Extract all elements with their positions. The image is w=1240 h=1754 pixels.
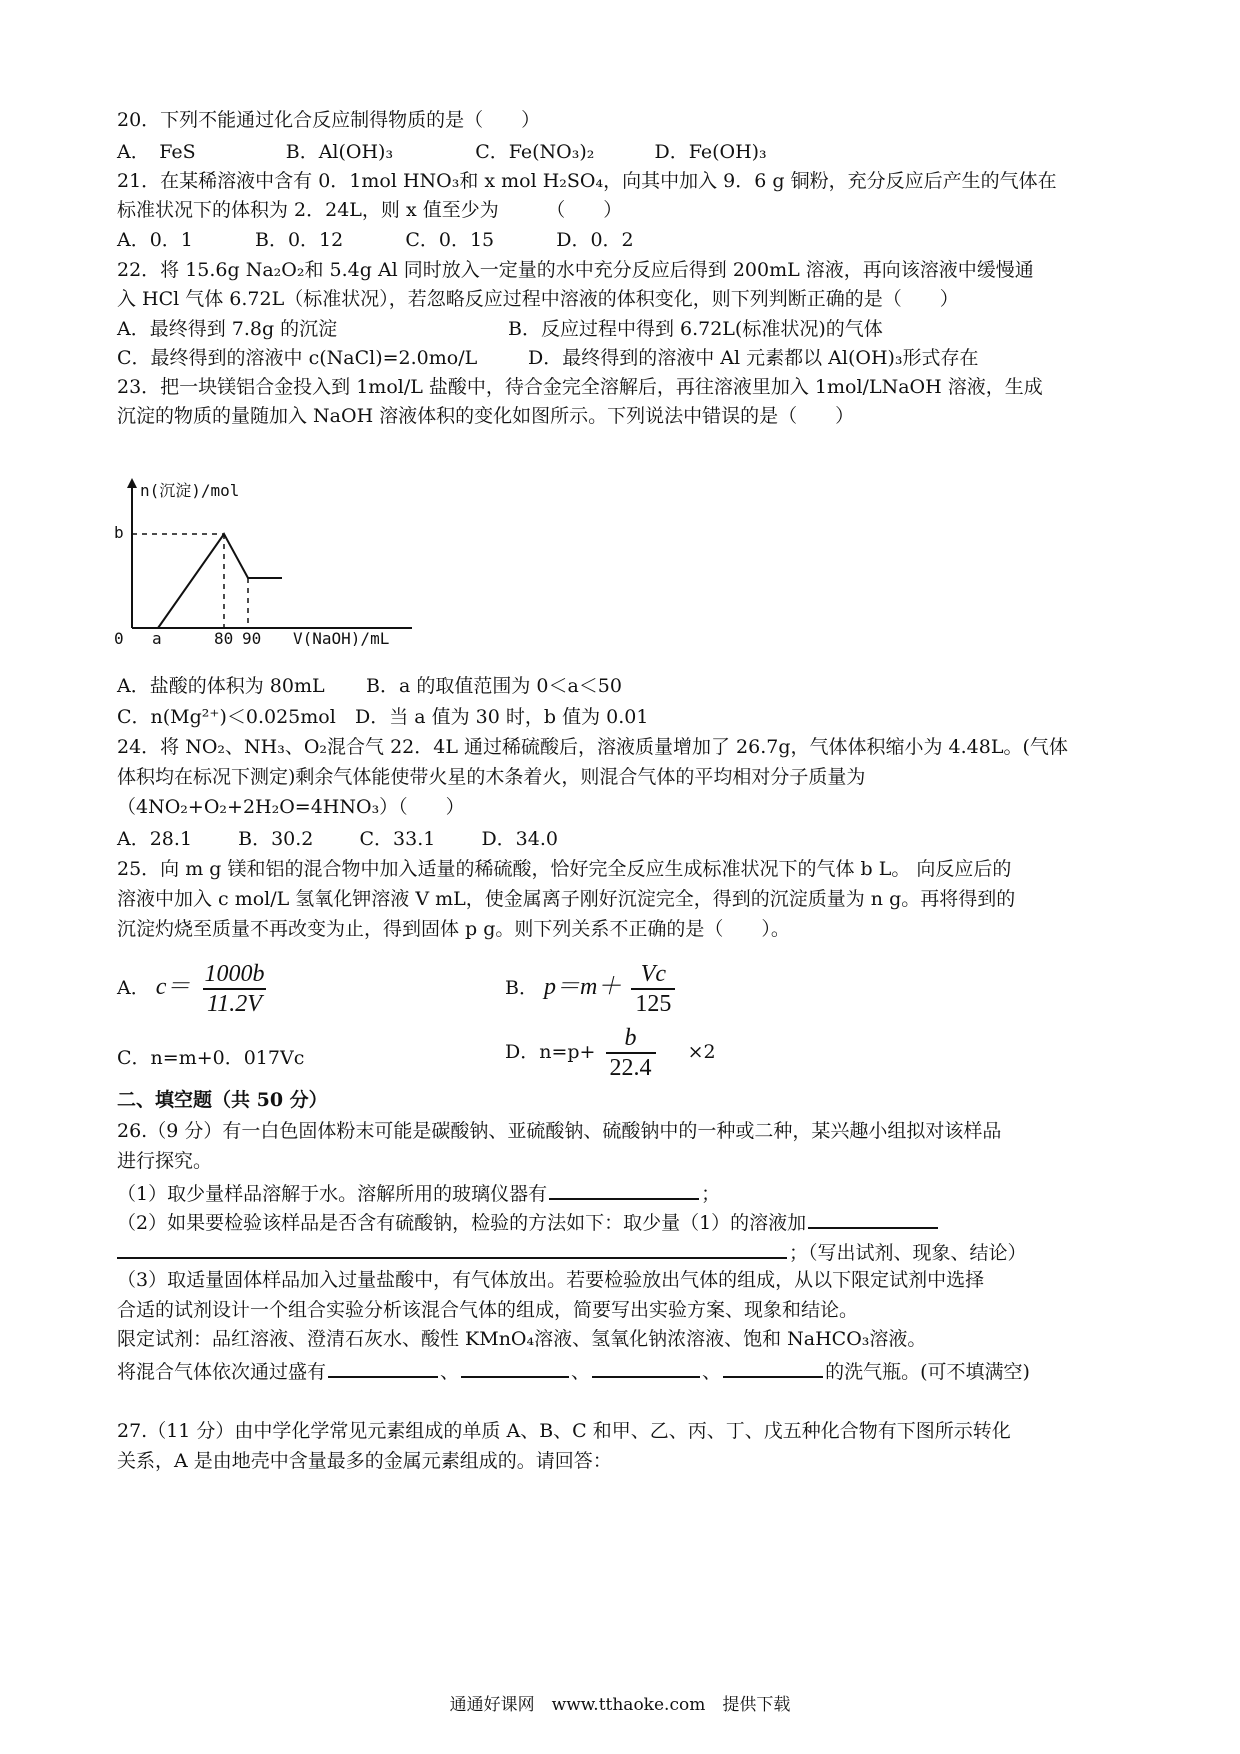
y-axis-label: n(沉淀)/mol bbox=[140, 481, 240, 500]
q24-line3: （4NO₂+O₂+2H₂O=4HNO₃）（ ） bbox=[117, 796, 465, 818]
page-footer: 通通好课网 www.tthaoke.com 提供下载 bbox=[449, 1695, 791, 1715]
q27-line2: 关系，A 是由地壳中含量最多的金属元素组成的。请回答： bbox=[117, 1450, 612, 1472]
q26-part1-blank[interactable] bbox=[549, 1178, 699, 1200]
q22-option-b: B．反应过程中得到 6.72L(标准状况)的气体 bbox=[508, 318, 883, 340]
q21-options bbox=[117, 227, 634, 253]
q21-option-a: A．0．1 bbox=[117, 229, 193, 251]
q25-a-fraction: $\frac{1000b}{11.2V}$ bbox=[204, 961, 265, 1017]
q23-line2: 沉淀的物质的量随加入 NaOH 溶液体积的变化如图所示。下列说法中错误的是（ ） bbox=[117, 405, 855, 427]
q26-line2: 进行探究。 bbox=[117, 1150, 213, 1172]
x-tick-80: 80 bbox=[214, 629, 234, 646]
q24-option-c: C．33.1 bbox=[359, 828, 436, 850]
q23-option-d: D．当 a 值为 30 时，b 值为 0.01 bbox=[355, 706, 649, 728]
q26-reagents: 限定试剂：品红溶液、澄清石灰水、酸性 KMnO₄溶液、氢氧化钠浓溶液、饱和 NaHCO₃溶液。 bbox=[117, 1328, 927, 1350]
q25-b-fraction: $\frac{Vc}{125}$ bbox=[631, 960, 675, 1018]
q22-option-a: A．最终得到 7.8g 的沉淀 bbox=[117, 318, 338, 340]
q26-bottle-blank-2[interactable] bbox=[461, 1356, 569, 1378]
q26-line1: 26.（9 分）有一白色固体粉末可能是碳酸钠、亚硫酸钠、硫酸钠中的一种或二种，某兴趣小组拟对该样品 bbox=[117, 1120, 1002, 1142]
q23-option-c: C．n(Mg²⁺)＜0.025mol bbox=[117, 706, 336, 728]
q23-line1: 23．把一块镁铝合金投入到 1mol/L 盐酸中，待合金完全溶解后，再往溶液里加入 1mol/LNaOH 溶液，生成 bbox=[117, 376, 1043, 398]
q26-part2-blank-a[interactable] bbox=[808, 1207, 938, 1229]
q25-line2: 溶液中加入 c mol/L 氢氧化钾溶液 V mL，使金属离子刚好沉淀完全，得到的沉淀质量为 n g。再将得到的 bbox=[117, 888, 1016, 910]
q25-line1: 25．向 m g 镁和铝的混合物中加入适量的稀硫酸，恰好完全反应生成标准状况下的气体 b L。 向反应后的 bbox=[117, 858, 1012, 880]
b-label: b bbox=[114, 523, 124, 542]
y-axis-arrow bbox=[127, 478, 137, 488]
q26-bottle-blank-1[interactable] bbox=[328, 1356, 438, 1378]
q24-options bbox=[117, 826, 558, 852]
q26-part1: （1）取少量样品溶解于水。溶解所用的玻璃仪器有 ； bbox=[117, 1178, 720, 1207]
x-axis-label: V(NaOH)/mL bbox=[293, 629, 390, 646]
q22-option-c: C．最终得到的溶液中 c(NaCl)=2.0mo/L bbox=[117, 347, 478, 369]
precipitate-curve bbox=[158, 534, 282, 628]
q20-option-d: D．Fe(OH)₃ bbox=[654, 141, 767, 163]
q23-option-b: B．a 的取值范围为 0＜a＜50 bbox=[366, 675, 622, 697]
q25-a-lhs: c＝ bbox=[155, 974, 191, 1000]
q20-option-c: C．Fe(NO₃)₂ bbox=[475, 141, 595, 163]
precipitate-graph bbox=[112, 478, 422, 646]
q22-line2: 入 HCl 气体 6.72L（标准状况），若忽略反应过程中溶液的体积变化，则下列判断正确的是（ ） bbox=[117, 288, 959, 310]
q24-line2: 体积均在标况下测定)剩余气体能使带火星的木条着火，则混合气体的平均相对分子质量为 bbox=[117, 766, 866, 788]
q21-line2: 标准状况下的体积为 2．24L，则 x 值至少为 （ ） bbox=[117, 199, 623, 221]
q26-part2-cont: ；（写出试剂、现象、结论） bbox=[117, 1237, 1027, 1266]
q24-option-a: A．28.1 bbox=[117, 828, 193, 850]
q23-option-a: A．盐酸的体积为 80mL bbox=[117, 675, 325, 697]
q20-stem: 20．下列不能通过化合反应制得物质的是（ ） bbox=[117, 109, 541, 131]
q22-line1: 22．将 15.6g Na₂O₂和 5.4g Al 同时放入一定量的水中充分反应后得到 200mL 溶液，再向该溶液中缓慢通 bbox=[117, 259, 1034, 281]
q24-option-d: D．34.0 bbox=[481, 828, 558, 850]
q22-option-d: D．最终得到的溶液中 Al 元素都以 Al(OH)₃形式存在 bbox=[528, 347, 979, 369]
q21-option-d: D．0．2 bbox=[556, 229, 634, 251]
q21-option-b: B．0．12 bbox=[255, 229, 344, 251]
q25-b-lhs: p＝m＋ bbox=[544, 974, 622, 1000]
q20-option-b: B．Al(OH)₃ bbox=[285, 141, 394, 163]
x-tick-a: a bbox=[152, 629, 162, 646]
q26-bottle-blank-3[interactable] bbox=[592, 1356, 700, 1378]
q27-line1: 27.（11 分）由中学化学常见元素组成的单质 A、B、C 和甲、乙、丙、丁、戊五种化合物有下图所示转化 bbox=[117, 1420, 1011, 1442]
q25-option-d: D．n=p+ $\frac{b}{22.4}$ ×2 bbox=[505, 1025, 716, 1081]
q25-option-c: C．n=m+0．017Vc bbox=[117, 1047, 305, 1069]
q26-bottle-blank-4[interactable] bbox=[723, 1356, 823, 1378]
q20-options bbox=[117, 139, 767, 165]
q25-line3: 沉淀灼烧至质量不再改变为止，得到固体 p g。则下列关系不正确的是（ ）。 bbox=[117, 918, 790, 940]
q25-option-a: A． c＝ $\frac{1000b}{11.2V}$ bbox=[117, 957, 272, 1018]
q26-part3-line2: 合适的试剂设计一个组合实验分析该混合气体的组成，简要写出实验方案、现象和结论。 bbox=[117, 1299, 859, 1321]
q20-option-a: A． FeS bbox=[117, 141, 196, 163]
q21-option-c: C．0．15 bbox=[405, 229, 495, 251]
q26-part3-line1: （3）取适量固体样品加入过量盐酸中，有气体放出。若要检验放出气体的组成，从以下限定试剂中选择 bbox=[117, 1269, 985, 1291]
section-title: 二、填空题（共 50 分） bbox=[117, 1089, 328, 1111]
x-tick-90: 90 bbox=[242, 629, 262, 646]
q24-line1: 24．将 NO₂、NH₃、O₂混合气 22．4L 通过稀硫酸后，溶液质量增加了 26.7g，气体体积缩小为 4.48L。(气体 bbox=[117, 736, 1068, 758]
q26-part3-fill: 将混合气体依次通过盛有 、 、 、 的洗气瓶。(可不填满空) bbox=[117, 1356, 1030, 1385]
q25-option-b: B． p＝m＋ $\frac{Vc}{125}$ bbox=[505, 957, 679, 1018]
q25-d-fraction: $\frac{b}{22.4}$ bbox=[606, 1024, 656, 1082]
q21-line1: 21．在某稀溶液中含有 0．1mol HNO₃和 x mol H₂SO₄，向其中加入 9．6 g 铜粉，充分反应后产生的气体在 bbox=[117, 170, 1057, 192]
q26-part2: （2）如果要检验该样品是否含有硫酸钠，检验的方法如下：取少量（1）的溶液加 bbox=[117, 1207, 940, 1236]
q26-part2-blank-b[interactable] bbox=[117, 1237, 787, 1259]
origin-label: 0 bbox=[114, 629, 124, 646]
q24-option-b: B．30.2 bbox=[238, 828, 314, 850]
